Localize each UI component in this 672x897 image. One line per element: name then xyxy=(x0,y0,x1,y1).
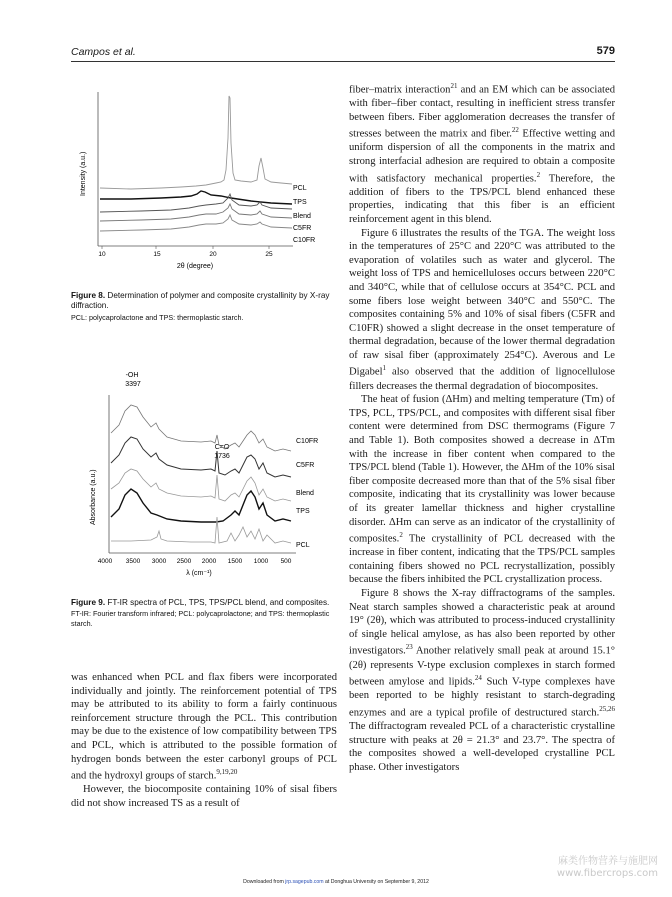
right-paragraph-2: Figure 6 illustrates the results of the TGA. The weight loss in the temperatures of 25°C and 220°C was attributed to the evaporation of volatiles such as water and glycerol. The weight loss of TPS and hemicelluloses occurs between 220°C and 340°C, while that of cellulose occurs at 354°C. PCL and some fibers lose weight between 340°C and 550°C. The composites containing 5% and 10% of sisal fibers (C5FR and C10FR) showed a slight decrease in the onset temperature of thermal degradation, because of the lower thermal degradation of raw sisal fiber (approximately 254°C). Averous and Le Digabel$^1$ also observed that the addition of lignocellulose fillers decreases the thermal degradation of biocomposites. xyxy=(349,227,615,392)
left-paragraph-1: was enhanced when PCL and flax fibers were incorporated individually and jointly. The reinforcement potential of TPS may be attributed to its ability to form a fairly continuous reinforcement structure through the PCL. This contribution may be due to the existence of low compatibility between TPS and PCL, which is attributed to the possible formation of hydrogen bonds between the ester carbonyl groups of PCL and the hydroxyl groups of starch.$^{9,19,20}$ xyxy=(71,672,337,782)
fig9-xtick: 1000 xyxy=(253,558,269,565)
fig8-xtick: 15 xyxy=(153,251,161,258)
fig9-xtick: 3000 xyxy=(151,558,167,565)
fig9-xtick: 3500 xyxy=(125,558,141,565)
fig9-label-pcl: PCL xyxy=(296,542,310,549)
fig9-label-c5fr: C5FR xyxy=(296,462,315,469)
footer-link[interactable]: jrp.sagepub.com xyxy=(285,879,324,885)
fig8-label-blend: Blend xyxy=(293,213,311,220)
right-paragraph-4: Figure 8 shows the X-ray diffractograms of the samples. Neat starch samples showed a characteristic peak at around 19° (2θ), which was attributed to process-induced crystallinity of single helical amylose, as has also been reported by other investigators.$^{23}$ Another relatively small peak at around 15.1° (2θ) represents V-type exclusion complexes in starch formed between amylose and lipids.$^{24}$ Such V-type complexes have been reported to be highly resistant to starch-degrading enzymes and are a typical profile of destructured starch.$^{25,26}$ The diffractogram revealed PCL of a characteristic crystalline structure with peaks at 2θ = 21.3° and 23.7°. The spectra of the composites showed a well-developed crystalline PCL phase. Other investigators xyxy=(349,588,615,773)
running-head-author: Campos et al. xyxy=(71,46,136,58)
fig8-caption-title: Figure 8. xyxy=(71,291,106,300)
fig9-caption-title: Figure 9. xyxy=(71,598,106,607)
fig9-annot-co-value: 1736 xyxy=(214,453,230,460)
watermark: 麻类作物营养与施肥网 www.fibercrops.com xyxy=(556,856,658,879)
right-paragraph-1: fiber–matrix interaction$^{21}$ and an EM which can be associated with fiber–fiber contact, resulting in inefficient stress transfer between fibers. Fiber agglomeration decreases the transfer of stresses between the matrix and fiber.$^{22}$ Effective wetting and uniform dispersion of all the components in the matrix and strong interfacial adhesion are required to obtain a composite with satisfactory mechanical properties.$^2$ Therefore, the addition of fibers to the TPS/PCL blend enhanced these properties, indicating that this fiber is an efficient reinforcement agent in this blend. xyxy=(349,82,615,225)
fig8-xtick: 10 xyxy=(98,251,106,258)
figure-8-xrd-plot xyxy=(71,78,337,278)
fig9-x-axis-label: λ (cm⁻¹) xyxy=(186,570,212,577)
figure-9-ftir-plot xyxy=(71,365,337,585)
right-column-text xyxy=(349,80,615,774)
fig8-caption-text: Determination of polymer and composite crystallinity by X-ray diffraction. xyxy=(71,291,330,311)
figure-9-caption xyxy=(71,598,337,628)
fig9-annot-oh: -OH xyxy=(125,372,139,379)
left-column-text xyxy=(71,671,337,810)
fig8-label-tps: TPS xyxy=(293,199,307,206)
fig9-xtick: 2000 xyxy=(201,558,217,565)
download-footer: Downloaded from jrp.sagepub.com at Donghua University on September 9, 2012 xyxy=(243,879,429,885)
fig8-xtick: 20 xyxy=(209,251,217,258)
fig8-xtick: 25 xyxy=(265,251,273,258)
fig8-label-pcl: PCL xyxy=(293,185,307,192)
fig8-label-c5fr: C5FR xyxy=(293,225,312,232)
fig9-label-tps: TPS xyxy=(296,508,310,515)
header-rule xyxy=(71,61,615,62)
fig8-caption-note: PCL: polycaprolactone and TPS: thermoplastic starch. xyxy=(71,312,244,322)
fig9-xtick: 2500 xyxy=(176,558,192,565)
fig9-caption-note: FT-IR: Fourier transform infrared; PCL: polycaprolactone; and TPS: thermoplastic starch. xyxy=(71,609,330,628)
figure-8-caption xyxy=(71,291,337,322)
fig9-caption-text: FT-IR spectra of PCL, TPS, TPS/PCL blend, and composites. xyxy=(107,598,330,607)
fig9-y-axis-label: Absorbance (a.u.) xyxy=(90,469,97,525)
fig9-label-c10fr: C10FR xyxy=(296,438,319,445)
fig9-xtick: 500 xyxy=(280,558,292,565)
fig8-x-axis-label: 2θ (degree) xyxy=(176,263,214,270)
fig9-annot-oh-value: 3397 xyxy=(125,381,141,388)
fig9-label-blend: Blend xyxy=(296,490,314,497)
fig9-xtick: 4000 xyxy=(97,558,113,565)
fig9-xtick: 1500 xyxy=(227,558,243,565)
fig8-y-axis-label: Intensity (a.u.) xyxy=(80,151,87,196)
fig8-label-c10fr: C10FR xyxy=(293,237,316,244)
fig9-annot-co: C=O xyxy=(214,444,230,451)
right-paragraph-3: The heat of fusion (ΔHm) and melting temperature (Tm) of TPS, PCL, TPS/PCL, and composites with different sisal fiber content were determined from DSC thermograms (Figure 7 and Table 1). Both composites showed a decrease in ΔTm with the increase in fiber content when compared to the TPS/PCL blend (Table 1). However, the ΔHm of the 10% sisal fiber composite decreased more than that of the 5% sisal fiber composite, indicating that its crystallinity was lower because of its greater lamellar thickness and higher crystalline disorder. ΔHm can serve as an indicator of the crystallinity of composites.$^2$ The crystallinity of PCL decreased with the increase in fiber content, indicating that the TPS/PCL samples containing fibers showed no PCL recrystallization, possibly because the fibers inhibited the PCL crystallization process. xyxy=(349,394,615,586)
page-number: 579 xyxy=(596,45,615,57)
left-paragraph-2: However, the biocomposite containing 10% of sisal fibers did not show increased TS as a result of xyxy=(71,784,337,809)
